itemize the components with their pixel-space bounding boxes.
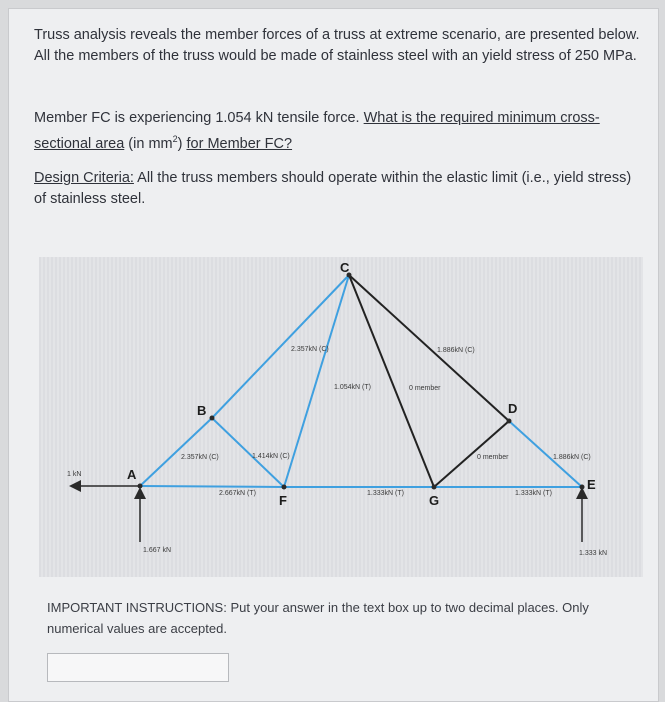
reaction-label-e: 1.333 kN <box>579 550 608 557</box>
diagram-background <box>39 257 643 577</box>
question-text: Truss analysis reveals the member forces of a truss at extreme scenario, are presented below. All the members of the truss would be made of stainless steel with an yield stress of 250 MPa. <box>34 27 640 64</box>
question-link-area: What is the required minimum cross-sectional area <box>34 110 600 152</box>
design-criteria-heading: Design Criteria: <box>34 170 134 186</box>
unit-close: ) <box>177 135 187 152</box>
node-e-dot <box>580 485 585 490</box>
node-label-a: A <box>127 467 137 482</box>
load-label-a: 1 kN <box>67 471 82 478</box>
node-b-dot <box>210 416 215 421</box>
node-label-g: G <box>429 493 440 508</box>
force-label-af: 2.667kN (T) <box>219 490 256 497</box>
node-label-c: C <box>340 260 350 275</box>
node-g-dot <box>432 485 437 490</box>
question-link-member: for Member FC? <box>186 135 293 152</box>
node-f-dot <box>282 485 287 490</box>
truss-diagram <box>39 257 643 577</box>
unit-open: (in mm <box>124 135 173 152</box>
important-instructions <box>47 597 637 639</box>
node-a-dot <box>138 484 143 489</box>
node-label-f: F <box>279 493 287 508</box>
member-fc-statement: Member FC is experiencing 1.054 kN tensile force. <box>34 110 364 126</box>
force-label-ab: 2.357kN (C) <box>181 454 219 461</box>
force-label-bf: 1.414kN (C) <box>252 453 290 460</box>
answer-input[interactable] <box>47 653 229 682</box>
question-paragraph-1 <box>34 25 644 67</box>
force-label-ge: 1.333kN (T) <box>515 490 552 497</box>
node-label-e: E <box>587 477 596 492</box>
node-label-d: D <box>508 401 518 416</box>
force-label-cg: 0 member <box>409 385 441 392</box>
question-paragraph-3 <box>34 168 644 210</box>
unit-superscript: 2 <box>172 134 178 144</box>
force-label-cd: 1.886kN (C) <box>437 347 475 354</box>
question-card <box>8 8 659 702</box>
node-label-b: B <box>197 403 207 418</box>
design-criteria-text: All the truss members should operate within the elastic limit (i.e., yield stress) of stainless steel. <box>34 170 632 207</box>
question-paragraph-2 <box>34 108 644 155</box>
node-d-dot <box>507 419 512 424</box>
force-label-de: 1.886kN (C) <box>553 454 591 461</box>
force-label-fg: 1.333kN (T) <box>367 490 404 497</box>
reaction-label-a: 1.667 kN <box>143 547 172 554</box>
force-label-dg: 0 member <box>477 454 509 461</box>
member-af <box>140 486 284 487</box>
force-label-fc: 1.054kN (T) <box>334 384 371 391</box>
instructions-text: IMPORTANT INSTRUCTIONS: Put your answer in the text box up to two decimal places. Only numerical values are accepted. <box>47 600 589 636</box>
force-label-bc: 2.357kN (C) <box>291 346 329 353</box>
